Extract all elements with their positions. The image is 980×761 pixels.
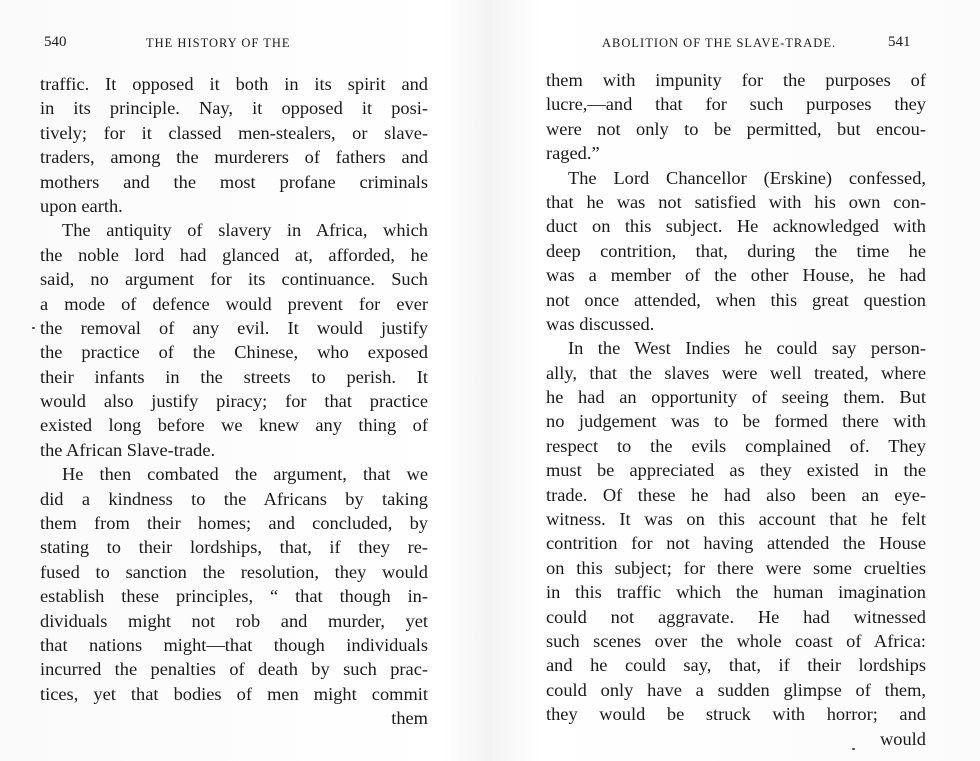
text-line: dividuals might not rob and murder, yet xyxy=(40,610,428,631)
text-line: tices, yet that bodies of men might commit xyxy=(40,683,428,704)
text-line: tively; for it classed men-stealers, or slave- xyxy=(40,122,428,143)
text-line: deep contrition, that, during the time he xyxy=(546,240,926,261)
text-line: mothers and the most profane criminals xyxy=(40,171,428,192)
text-line: raged.” xyxy=(546,143,600,164)
body-text xyxy=(40,72,428,731)
text-line: he had an opportunity of seeing them. But xyxy=(546,387,926,408)
text-line: on this subject; for there were some cruelties xyxy=(546,557,926,578)
text-line: did a kindness to the Africans by taking xyxy=(40,488,428,509)
text-line: upon earth. xyxy=(40,195,123,216)
body-text xyxy=(546,68,926,751)
text-line: and he could say, that, if their lordships xyxy=(546,655,926,676)
text-line: The antiquity of slavery in Africa, which xyxy=(62,220,428,241)
text-line: was a member of the other House, he had xyxy=(546,265,926,286)
right-page xyxy=(490,0,980,761)
text-line: stating to their lordships, that, if they re- xyxy=(40,537,428,558)
text-line: a mode of defence would prevent for ever xyxy=(40,293,428,314)
text-line: ally, that the slaves were well treated, where xyxy=(546,362,926,383)
ink-speck xyxy=(32,327,35,329)
text-line: were not only to be permitted, but encou- xyxy=(546,118,926,139)
text-line: The Lord Chancellor (Erskine) confessed, xyxy=(568,167,926,188)
text-line: fused to sanction the resolution, they would xyxy=(40,561,428,582)
page-number: 541 xyxy=(888,34,911,50)
text-line: incurred the penalties of death by such prac- xyxy=(40,659,428,680)
running-head: THE HISTORY OF THE xyxy=(146,36,291,50)
text-line: lucre,—and that for such purposes they xyxy=(546,94,926,115)
text-line: traffic. It opposed it both in its spirit and xyxy=(40,74,428,94)
text-line: the African Slave-trade. xyxy=(40,439,216,460)
text-line: them with impunity for the purposes of xyxy=(546,70,926,90)
page-number: 540 xyxy=(44,34,67,50)
text-line: the removal of any evil. It would justify xyxy=(40,317,428,338)
text-line: witness. It was on this account that he felt xyxy=(546,509,926,530)
catchword: them xyxy=(391,708,428,729)
text-line: respect to the evils complained of. They xyxy=(546,435,926,456)
text-line: them from their homes; and concluded, by xyxy=(40,513,428,534)
text-line: no judgement was to be formed there with xyxy=(546,411,926,432)
text-line: said, no argument for its continuance. Such xyxy=(40,269,428,290)
text-line: not once attended, when this great question xyxy=(546,289,926,310)
catchword: would xyxy=(880,728,926,749)
text-line: duct on this subject. He acknowledged with xyxy=(546,216,926,237)
text-line: in its principle. Nay, it opposed it posi- xyxy=(40,98,428,119)
text-line: would also justify piracy; for that practice xyxy=(40,391,428,412)
text-line: must be appreciated as they existed in the xyxy=(546,460,926,481)
text-line: trade. Of these he had also been an eye- xyxy=(546,484,926,505)
text-line: the noble lord had glanced at, afforded, he xyxy=(40,244,428,265)
text-line: could not aggravate. He had witnessed xyxy=(546,606,926,627)
text-line: could only have a sudden glimpse of them, xyxy=(546,679,926,700)
text-line: In the West Indies he could say person- xyxy=(568,338,926,359)
text-line: that he was not satisfied with his own con- xyxy=(546,191,926,212)
text-line: traders, among the murderers of fathers and xyxy=(40,147,428,168)
text-line: contrition for not having attended the House xyxy=(546,533,926,554)
text-line: was discussed. xyxy=(546,313,655,334)
text-line: such scenes over the whole coast of Africa: xyxy=(546,630,926,651)
text-line: establish these principles, “ that though in- xyxy=(40,586,428,607)
text-line: they would be struck with horror; and xyxy=(546,704,926,725)
text-line: that nations might—that though individuals xyxy=(40,634,428,655)
ink-speck xyxy=(852,748,855,750)
text-line: existed long before we knew any thing of xyxy=(40,415,428,436)
text-line: their infants in the streets to perish. It xyxy=(40,366,428,387)
text-line: He then combated the argument, that we xyxy=(62,464,428,485)
running-head: ABOLITION OF THE SLAVE-TRADE. xyxy=(602,36,837,50)
text-line: the practice of the Chinese, who exposed xyxy=(40,342,428,363)
text-line: in this traffic which the human imagination xyxy=(546,582,926,603)
